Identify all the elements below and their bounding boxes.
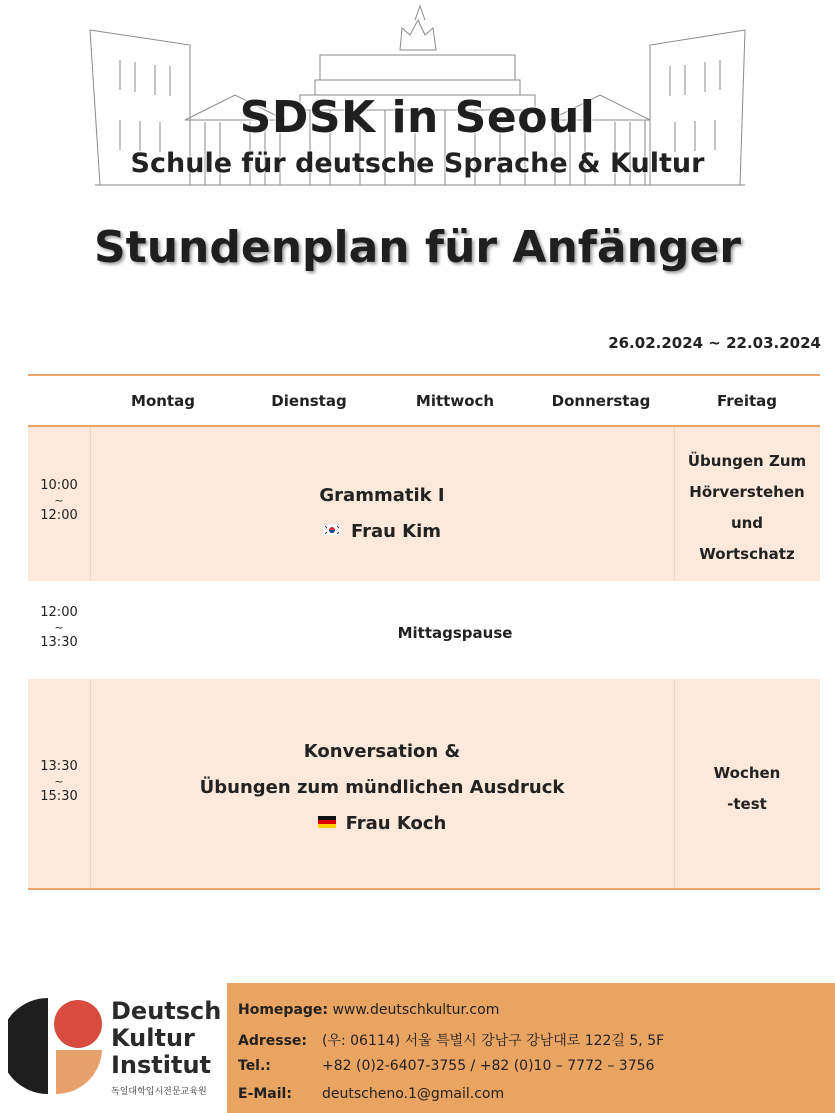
date-range: 26.02.2024 ~ 22.03.2024 — [608, 334, 821, 352]
contact-bar — [227, 983, 835, 1113]
time-end: 13:30 — [40, 635, 78, 650]
logo-line-deutsch: Deutsch — [111, 997, 222, 1025]
teacher-name: Frau Koch — [345, 813, 447, 834]
logo-line-kultur: Kultur — [111, 1024, 195, 1052]
friday-line: Hörverstehen — [689, 483, 805, 501]
school-subtitle: Schule für deutsche Sprache & Kultur — [130, 148, 705, 179]
time-end: 12:00 — [40, 508, 78, 523]
day-header-monday: Montag — [131, 392, 195, 410]
friday-line: -test — [727, 795, 767, 813]
day-header-tuesday: Dienstag — [271, 392, 347, 410]
email-label: E-Mail: — [238, 1086, 292, 1102]
tel-label: Tel.: — [238, 1058, 271, 1074]
korea-flag-icon — [323, 524, 341, 536]
email-link[interactable]: deutscheno.1@gmail.com — [322, 1086, 505, 1102]
homepage-label: Homepage: — [238, 1002, 329, 1018]
time-start: 10:00 — [40, 478, 78, 493]
day-header-thursday: Donnerstag — [551, 392, 651, 410]
course-subtitle: Übungen zum mündlichen Ausdruck — [199, 777, 565, 798]
homepage-row — [238, 1002, 499, 1018]
dki-logo-icon — [8, 996, 104, 1096]
logo-line-institut: Institut — [111, 1051, 212, 1079]
header — [0, 0, 835, 200]
time-start: 12:00 — [40, 605, 78, 620]
teacher-line — [90, 806, 674, 842]
friday-line: Übungen Zum — [687, 452, 807, 470]
time-separator: ~ — [54, 494, 64, 507]
friday-line: Wortschatz — [699, 545, 795, 563]
time-separator: ~ — [54, 775, 64, 788]
slot-time-afternoon — [28, 758, 90, 806]
tel-value: +82 (0)2-6407-3755 / +82 (0)10 – 7772 – 3756 — [322, 1058, 655, 1074]
course-konversation — [90, 734, 674, 842]
slot-time-lunch — [28, 604, 90, 652]
time-start: 13:30 — [40, 759, 78, 774]
friday-line: Wochen — [713, 764, 781, 782]
time-end: 15:30 — [40, 789, 78, 804]
friday-line: und — [730, 514, 764, 532]
address-label: Adresse: — [238, 1033, 308, 1049]
table-bottom-rule — [28, 888, 820, 890]
address-value: (우: 06114) 서울 특별시 강남구 강남대로 122길 5, 5F — [322, 1033, 665, 1049]
course-title: Konversation & — [303, 741, 461, 762]
tel-row — [238, 1058, 654, 1074]
course-grammatik — [90, 478, 674, 550]
email-row — [238, 1086, 504, 1102]
course-title: Grammatik Ⅰ — [319, 485, 445, 506]
teacher-name: Frau Kim — [350, 521, 442, 542]
plan-title: Stundenplan für Anfänger — [93, 222, 741, 273]
time-separator: ~ — [54, 621, 64, 634]
logo-subtitle: 독일대학입시전문교육원 — [111, 1087, 207, 1097]
school-title: SDSK in Seoul — [239, 92, 596, 143]
homepage-link[interactable]: www.deutschkultur.com — [332, 1002, 500, 1018]
friday-afternoon-course — [674, 758, 820, 820]
teacher-line — [90, 514, 674, 550]
address-row — [238, 1030, 664, 1050]
table-top-rule — [28, 374, 820, 376]
day-header-wednesday: Mittwoch — [415, 392, 495, 410]
germany-flag-icon — [318, 816, 336, 828]
lunch-break: Mittagspause — [397, 624, 513, 642]
day-header-friday: Freitag — [716, 392, 778, 410]
timetable — [28, 374, 820, 890]
slot-time-morning — [28, 477, 90, 525]
friday-morning-course — [674, 446, 820, 570]
